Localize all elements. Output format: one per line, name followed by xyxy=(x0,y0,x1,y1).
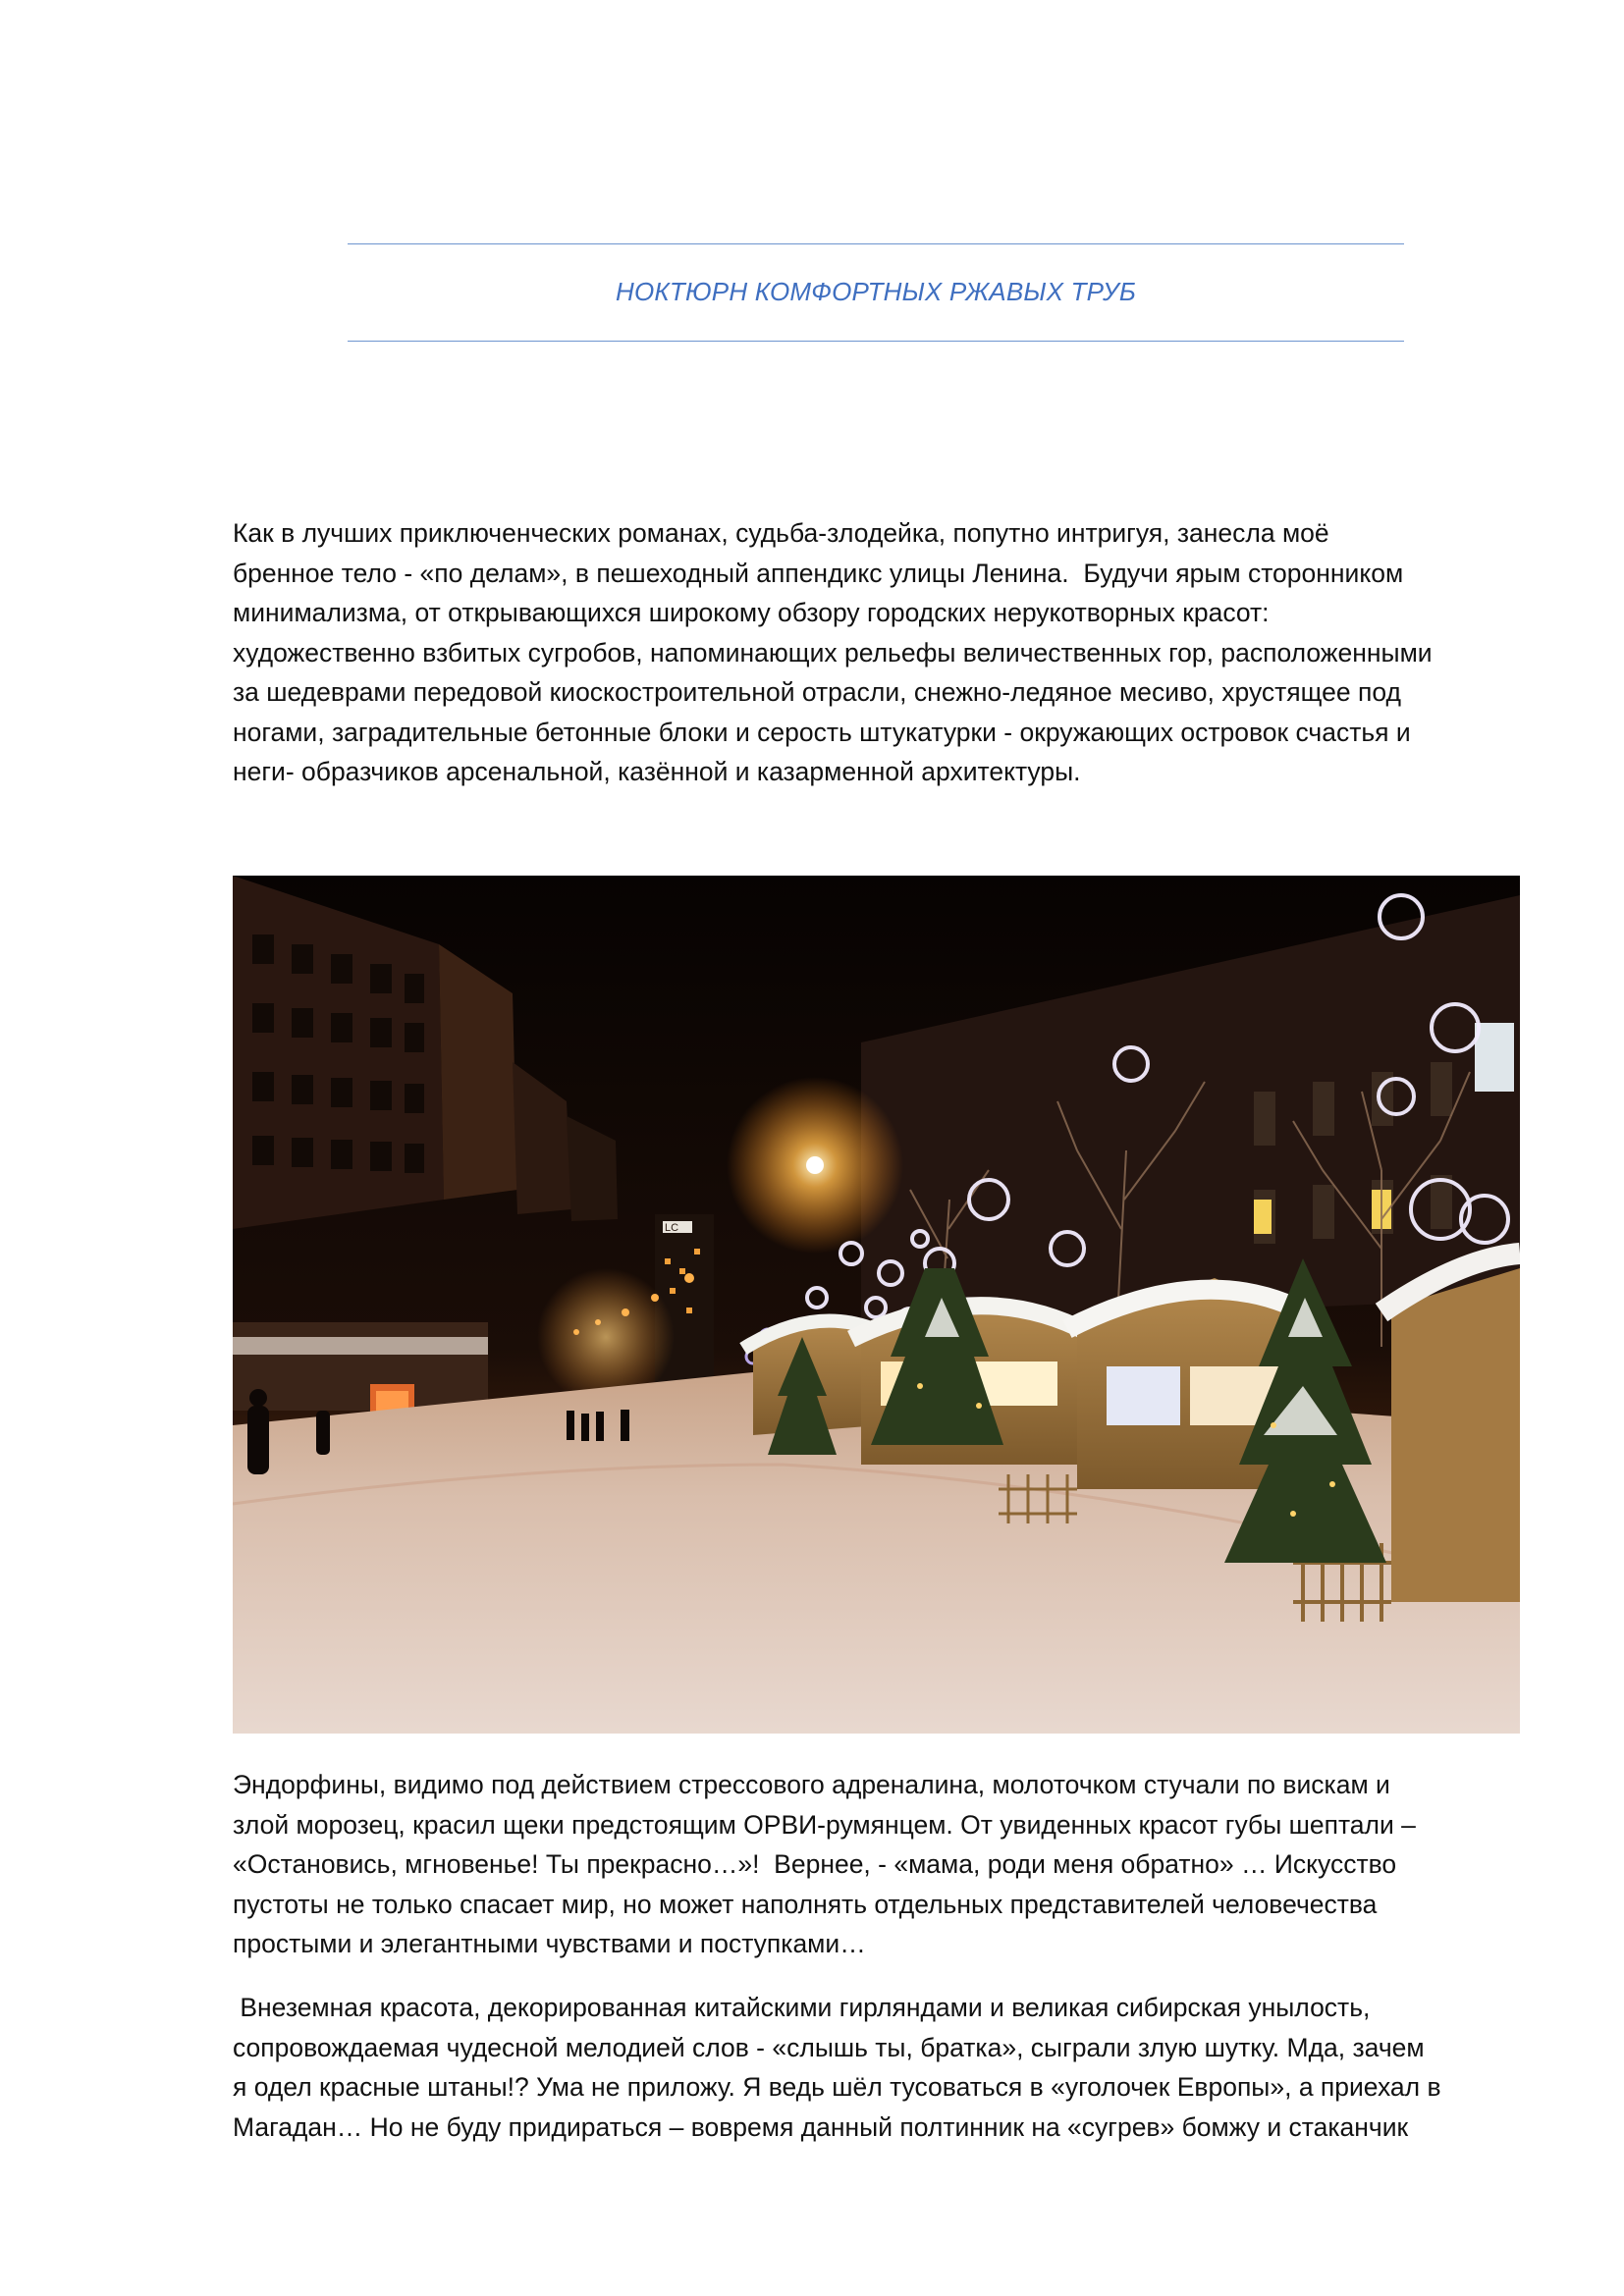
street-photo-illustration xyxy=(233,876,1520,1734)
paragraph-beauty: Внеземная красота, декорированная китайскими гирляндами и великая сибирская унылость, сопровождаемая чудесной мелодией слов - «слышь ты, братка», сыграли злую шутку. Мда, зачем я одел красные штаны!? Ума не приложу. Я ведь шёл тусоваться в «уголочек Европы», а приехал в Магадан… Но не буду придираться – вовремя данный полтинник на «сугрев» бомжу и стаканчик xyxy=(233,1993,1441,2142)
document-title: НОКТЮРН КОМФОРТНЫХ РЖАВЫХ ТРУБ xyxy=(615,277,1136,306)
title-block xyxy=(348,243,1404,342)
svg-text:LC: LC xyxy=(665,1222,679,1234)
paragraph-intro: Как в лучших приключенческих романах, судьба-злодейка, попутно интригуя, занесла моё бренное тело - «по делам», в пешеходный аппендикс улицы Ленина. Будучи ярым сторонником минимализма, от открывающихся широкому обзору городских нерукотворных красот: художественно взбитых сугробов, напоминающих рельефы величественных гор, расположенными за шедеврами передовой киоскостроительной отрасли, снежно-ледяное месиво, хрустящее под ногами, заградительные бетонные блоки и серость штукатурки - окружающих островок счастья и неги- образчиков арсенальной, казённой и казарменной архитектуры. xyxy=(233,518,1433,786)
title-bottom-rule xyxy=(348,341,1404,342)
title-top-rule xyxy=(348,243,1404,244)
street-photo xyxy=(233,876,1520,1734)
paragraph-endorphins: Эндорфины, видимо под действием стрессового адреналина, молоточком стучали по вискам и злой морозец, красил щеки предстоящим ОРВИ-румянцем. От увиденных красот губы шептали – «Остановись, мгновенье! Ты прекрасно…»! Вернее, - «мама, роди меня обратно» … Искусство пустоты не только спасает мир, но может наполнять отдельных представителей человечества простыми и элегантными чувствами и поступками… xyxy=(233,1770,1416,1958)
